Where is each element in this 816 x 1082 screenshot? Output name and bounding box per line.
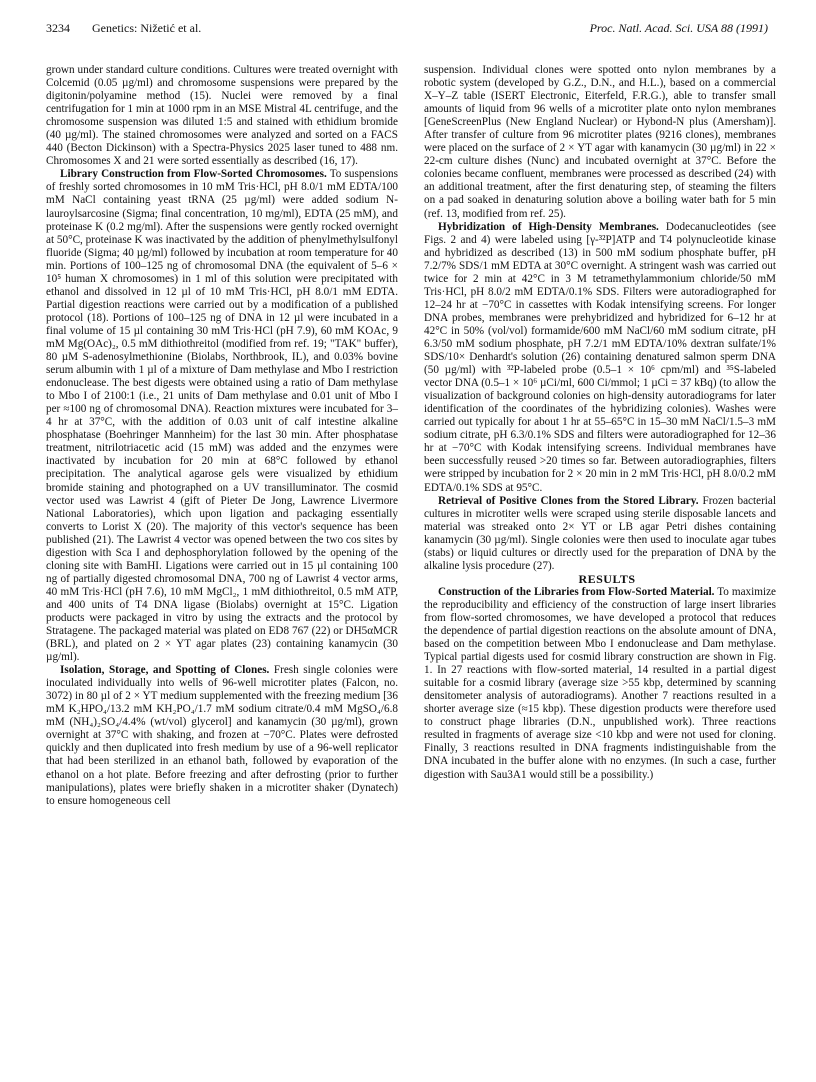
paragraph (424, 586, 776, 782)
paragraph-body: Dodecanucleotides (see Figs. 2 and 4) were labeled using [γ-³²P]ATP and T4 polynucleotide kinase and hybridized as described (13) in 500 mM sodium phosphate buffer, pH 7.2/7% SDS/1 mM EDTA at 30°C overnight. A stringent wash was carried out twice for 2 min at 42°C in 3 M tetramethylammonium chloride/50 mM Tris·HCl, pH 8.0/2 mM EDTA/0.1% SDS. Filters were autoradiographed for 12–24 hr at −70°C in cassettes with Kodak intensifying screens. For longer DNA probes, membranes were prehybridized and hybridized for 6–12 hr at 42°C in 50% (vol/vol) formamide/600 mM NaCl/60 mM sodium citrate, pH 6.3/50 mM sodium phosphate, pH 7.2/1 mM EDTA/10% dextran sulfate/1% SDS/10× Denhardt's solution (26) containing denatured salmon sperm DNA (50 µg/ml) with ³²P-labeled probe (0.5–1 × 10⁶ cpm/ml) and ³⁵S-labeled vector DNA (0.5–1 × 10⁶ µCi/ml, 600 Ci/mmol; 1 µCi = 37 kBq) (to allow the visualization of background colonies on high-density autoradiograms for later identification of the coordinates of the hybridizing colonies). Washes were carried out typically for about 1 hr at 55–65°C in 15–30 mM NaCl/1.5–3 mM sodium citrate, pH 6.3/0.1% SDS and filters were autoradiographed for 12–36 hr at −70°C with Kodak intensifying screens. Individual membranes have been successfully reused >20 times so far. Between autoradiographies, filters were stripped by incubation for 2 × 20 min in 2 mM Tris·HCl, pH 8.0/0.2 mM EDTA/0.1% SDS at 95°C. (424, 220, 776, 494)
paragraph-body: Fresh single colonies were inoculated individually into wells of 96-well microtiter plates (Falcon, no. 3072) in 80 µl of 2 × YT medium supplemented with the freezing medium [36 mM K₂HPO₄/13.2 mM KH₂PO₄/1.7 mM sodium citrate/0.4 mM MgSO₄/6.8 mM (NH₄)₂SO₄/4.4% (wt/vol) glycerol] and kanamycin (30 µg/ml), grown overnight at 37°C with shaking, and frozen at −70°C. Plates were defrosted quickly and then duplicated into fresh medium by use of a 96-well replicator that had been sterilized in an ethanol bath, followed by evaporation of the ethanol on a hot plate. Before freezing and after defrosting (prior to further manipulations), plates were briefly shaken in a microtiter shaker (Dynatech) to ensure homogeneous cell (46, 664, 399, 807)
paragraph: suspension. Individual clones were spotted onto nylon membranes by a robotic system (developed by G.Z., D.N., and H.L.), based on a commercial X–Y–Z table (ISERT Electronic, Eiterfeld, F.R.G.), able to transfer small amounts of liquid from 96 wells of a microtiter plate onto nylon membranes [GeneScreenPlus (New England Nuclear) or Hybond-N plus (Amersham)]. After transfer of culture from 96 microtiter plates (9216 clones), membranes were placed on the surface of 2 × YT agar with kanamycin (30 µg/ml) in 22 × 22-cm culture dishes (Nunc) and incubated overnight at 37°C. Before the colonies became confluent, membranes were processed as described (24) with an additional treatment, after the first denaturing step, of steaming the filters on a pad soaked in denaturing solution above a boiling water bath for 5 min (ref. 13, modified from ref. 25). (424, 64, 776, 220)
paragraph (46, 168, 398, 664)
section-heading: Library Construction from Flow-Sorted Chromosomes. (60, 168, 327, 181)
page-header (46, 20, 768, 36)
section-heading: Isolation, Storage, and Spotting of Clones. (60, 664, 270, 677)
paragraph (424, 495, 776, 573)
running-title: Genetics: Nižetić et al. (92, 21, 202, 35)
section-heading: Retrieval of Positive Clones from the Stored Library. (438, 494, 699, 507)
paragraph-body: To suspensions of freshly sorted chromosomes in 10 mM Tris·HCl, pH 8.0/1 mM EDTA/100 mM NaCl containing yeast tRNA (25 µg/ml) were added sodium N-lauroylsarcosine (Sigma; final concentration, 10 mg/ml), EDTA (25 mM), and proteinase K (0.2 mg/ml). After the suspensions were gently rocked overnight at 50°C, proteinase K was inactivated by the addition of phenylmethylsulfonyl fluoride (Sigma; 40 µg/ml) followed by incubation at room temperature for 40 min. Portions of 100–125 ng of chromosomal DNA (the equivalent of 5–6 × 10⁵ human X chromosomes) in 1 ml of this solution were precipitated with ethanol and dissolved in 12 µl of 10 mM Tris·HCl, pH 8.0/1 mM EDTA. Partial digestion reactions were carried out by a modification of a published protocol (18). Portions of 100–125 ng of DNA in 12 µl were incubated in a final volume of 15 µl containing 30 mM Tris·HCl (pH 7.9), 60 mM KOAc, 9 mM Mg(OAc)₂, 0.5 mM dithiothreitol (modified from ref. 19; "TAK" buffer), 80 µM S-adenosylmethionine (Biolabs, Northbrook, IL), and 0.03% bovine serum albumin with 1 µl of a mixture of Dam methylase and Mbo I restriction endonuclease. The best digests were obtained using a ratio of Dam methylase to Mbo I of 2100:1 (i.e., 21 units of Dam methylase and 0.01 unit of Mbo I per ≈100 ng of chromosomal DNA). Reaction mixtures were incubated for 3–4 hr at 37°C, with the addition of 0.03 unit of calf intestine alkaline phosphatase (Boehringer Mannheim) for the last 30 min. After phosphatase treatment, nitrilotriacetic acid (15 mM) was added and the enzymes were inactivated by incubation for 20 min at 68°C followed by ethanol precipitation. The analytical agarose gels were visualized by ethidium bromide staining and photographed on a UV transilluminator. The cosmid vector used was Lawrist 4 (gift of Pieter De Jong, Lawrence Livermore National Laboratories), which upon ligation and packaging essentially converts to Lorist X (20). The majority of this vector's sequence has been published (21). The Lawrist 4 vector was opened between the two cos sites by digestion with Sca I and dephosphorylation followed by the opening of the cloning site with BamHI. Ligations were carried out in 15 µl containing 100 ng of partially digested chromosomal DNA, 700 ng of Lawrist 4 vector arms, 40 mM Tris·HCl (pH 7.6), 10 mM MgCl₂, 1 mM dithiothreitol, 0.5 mM ATP, and 400 units of T4 DNA ligase (Biolabs) overnight at 15°C. Ligation products were packaged in vitro by using the extracts and the protocol by Stratagene. The packaged material was plated on ED8 767 (22) or DH5αMCR (BRL), and plated on 2 × YT agar plates (23) containing kanamycin (30 µg/ml). (46, 168, 398, 664)
results-heading: RESULTS (578, 571, 636, 586)
paragraph (424, 221, 776, 495)
right-column (424, 64, 776, 782)
left-column (46, 64, 398, 808)
paragraph (46, 664, 398, 808)
paragraph: grown under standard culture conditions. Cultures were treated overnight with Colcemid (0.05 µg/ml) and chromosome suspensions were prepared by the digitonin/polyamine method (15). Nuclei were removed by a final centrifugation for 1 min at 1000 rpm in an MSE Mistral 4L centrifuge, and the chromosome suspension was diluted 1:5 and stained with ethidium bromide (40 µg/ml). The stained chromosomes were analyzed and sorted on a FACS 440 (Becton Dickinson) with a Spectra-Physics 2025 laser tuned to 488 nm. Chromosomes X and 21 were sorted essentially as described (16, 17). (46, 64, 398, 168)
paragraph-body: Frozen bacterial cultures in microtiter wells were scraped using sterile disposable lancets and material was streaked onto 2× YT or LB agar Petri dishes containing kanamycin (30 µg/ml). Single colonies were then used to inoculate agar tubes (stabs) or liquid cultures or directly used for the preparation of DNA by the alkaline lysis procedure (27). (424, 494, 776, 572)
journal-citation: Proc. Natl. Acad. Sci. USA 88 (1991) (589, 21, 768, 35)
section-heading: Construction of the Libraries from Flow-Sorted Material. (438, 585, 715, 598)
section-heading: Hybridization of High-Density Membranes. (438, 220, 659, 233)
page-number: 3234 (46, 21, 70, 35)
paragraph-body: To maximize the reproducibility and efficiency of the construction of large insert libraries from flow-sorted chromosomes, we have developed a protocol that reduces the dependence of partial digestion reactions on the absolute amount of DNA, based on the competition between Mbo I endonuclease and Dam methylase. Typical partial digests used for cosmid library construction are shown in Fig. 1. In 27 reactions with flow-sorted material, 14 resulted in a partial digest suitable for a cosmid library (average size >55 kbp, determined by scanning densitometer analysis of autoradiograms). Another 7 reactions resulted in a shorter average size (≈15 kbp). These digestion products were therefore used to construct phage libraries (D.N., unpublished work). Three reactions resulted in fragments of average size <10 kbp and were not used for cloning. Finally, 3 reactions resulted in DNA fragments indistinguishable from the DNA incubated in the buffer alone with no enzymes. (In such a case, further digestion with Sau3A1 would still be a possibility.) (424, 585, 776, 781)
